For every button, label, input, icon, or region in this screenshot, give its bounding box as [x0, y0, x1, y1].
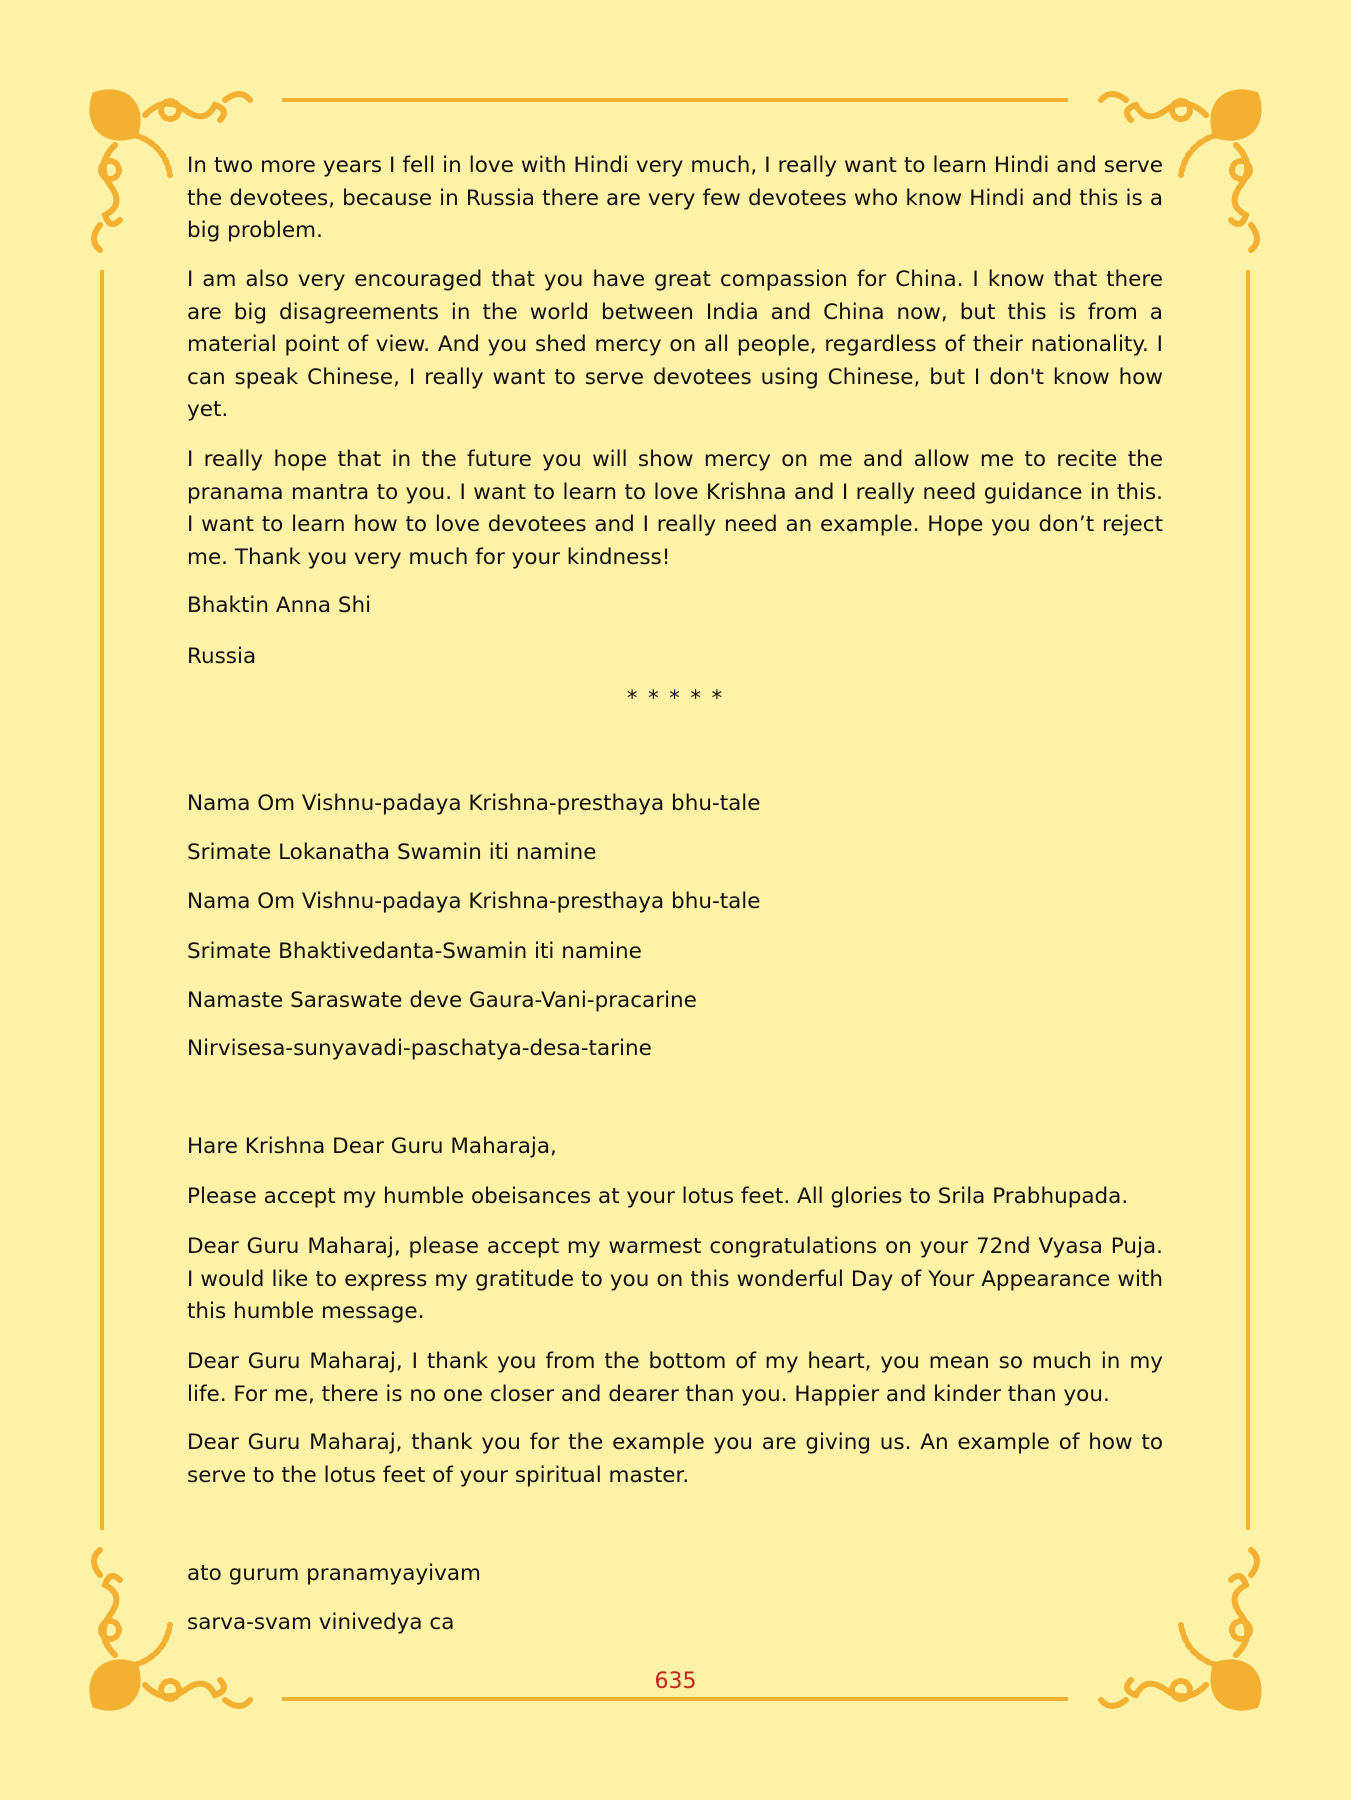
border-right [1246, 270, 1250, 1530]
mantra-line: Nama Om Vishnu-padaya Krishna-presthaya bhu-tale [187, 889, 761, 914]
border-left [100, 270, 104, 1530]
signature-name: Bhaktin Anna Shi [187, 593, 372, 618]
salutation: Hare Krishna Dear Guru Maharaja, [187, 1134, 557, 1159]
border-bottom [282, 1697, 1068, 1701]
mantra-line: Nirvisesa-sunyavadi-paschatya-desa-tarine [187, 1036, 652, 1061]
paragraph: Please accept my humble obeisances at your lotus feet. All glories to Srila Prabhupada. [187, 1184, 1129, 1209]
verse-line: ato gurum pranamyayivam [187, 1561, 481, 1586]
mantra-line: Nama Om Vishnu-padaya Krishna-presthaya bhu-tale [187, 791, 761, 816]
paragraph: I really hope that in the future you will show mercy on me and allow me to recite the pranama mantra to you. I want to learn to love Krishna and I really need guidance in this. I want to learn how to love devotees and I really need an example. Hope you don’t reject me. Thank you very much for your kindness! [187, 447, 1163, 570]
mantra-line: Srimate Lokanatha Swamin iti namine [187, 840, 597, 865]
paragraph: I am also very encouraged that you have great compassion for China. I know that there are big disagreements in the world between India and China now, but this is from a material point of view. And you shed mercy on all people, regardless of their nationality. I can speak Chinese, I really want to serve devotees using Chinese, but I don't know how yet. [187, 267, 1163, 422]
separator: * * * * * [626, 686, 725, 710]
page-number: 635 [654, 1669, 697, 1694]
border-top [282, 98, 1068, 102]
signature-place: Russia [187, 644, 257, 669]
paragraph: Dear Guru Maharaj, please accept my warmest congratulations on your 72nd Vyasa Puja. I would like to express my gratitude to you on this wonderful Day of Your Appearance with this humble message. [187, 1234, 1163, 1324]
verse-line: sarva-svam vinivedya ca [187, 1610, 455, 1635]
paragraph: In two more years I fell in love with Hindi very much, I really want to learn Hindi and serve the devotees, because in Russia there are very few devotees who know Hindi and this is a big problem. [187, 153, 1163, 243]
mantra-line: Namaste Saraswate deve Gaura-Vani-pracarine [187, 988, 697, 1013]
mantra-line: Srimate Bhaktivedanta-Swamin iti namine [187, 939, 642, 964]
paragraph: Dear Guru Maharaj, thank you for the example you are giving us. An example of how to serve to the lotus feet of your spiritual master. [187, 1430, 1163, 1488]
paragraph: Dear Guru Maharaj, I thank you from the bottom of my heart, you mean so much in my life. For me, there is no one closer and dearer than you. Happier and kinder than you. [187, 1349, 1163, 1407]
